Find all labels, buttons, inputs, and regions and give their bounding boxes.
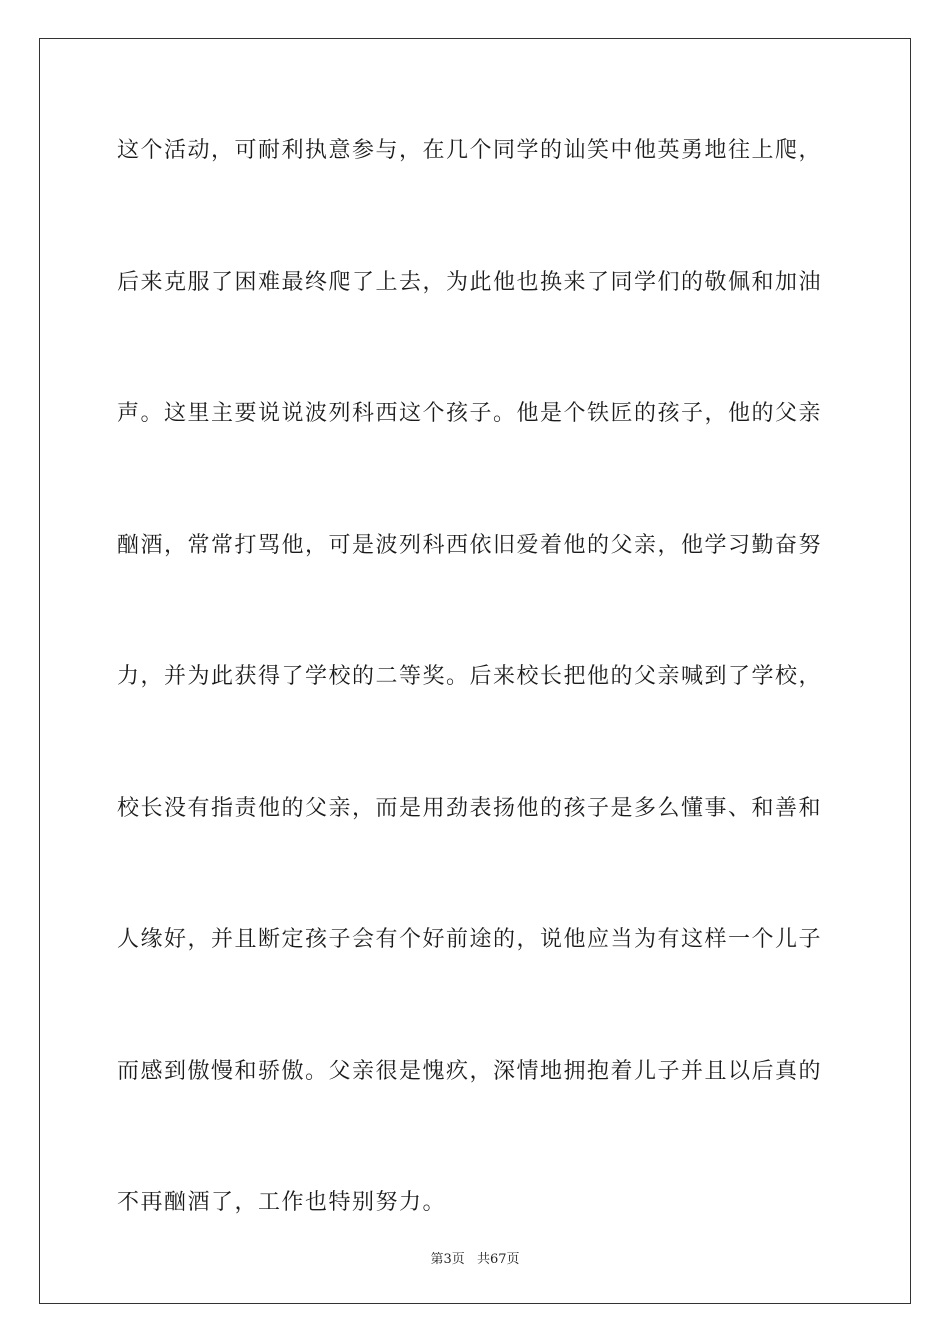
text-line: 力，并为此获得了学校的二等奖。后来校长把他的父亲喊到了学校，	[117, 664, 823, 689]
text-line: 人缘好，并且断定孩子会有个好前途的，说他应当为有这样一个儿子	[117, 927, 823, 952]
page-footer	[0, 1248, 950, 1267]
page-total: 共67页	[476, 1252, 520, 1267]
text-line: 不再酗酒了，工作也特别努力。	[117, 1190, 447, 1215]
text-line: 酗酒，常常打骂他，可是波列科西依旧爱着他的父亲，他学习勤奋努	[117, 532, 823, 558]
text-line: 声。这里主要说说波列科西这个孩子。他是个铁匠的孩子，他的父亲	[117, 401, 823, 426]
text-line: 后来克服了困难最终爬了上去，为此他也换来了同学们的敬佩和加油	[117, 269, 823, 295]
text-line: 校长没有指责他的父亲，而是用劲表扬他的孩子是多么懂事、和善和	[117, 795, 823, 821]
page-number: 第3页	[430, 1252, 465, 1267]
text-line: 这个活动，可耐利执意参与，在几个同学的讪笑中他英勇地往上爬，	[117, 138, 823, 163]
document-body	[117, 128, 833, 1312]
text-line: 而感到傲慢和骄傲。父亲很是愧疚，深情地拥抱着儿子并且以后真的	[117, 1058, 823, 1084]
